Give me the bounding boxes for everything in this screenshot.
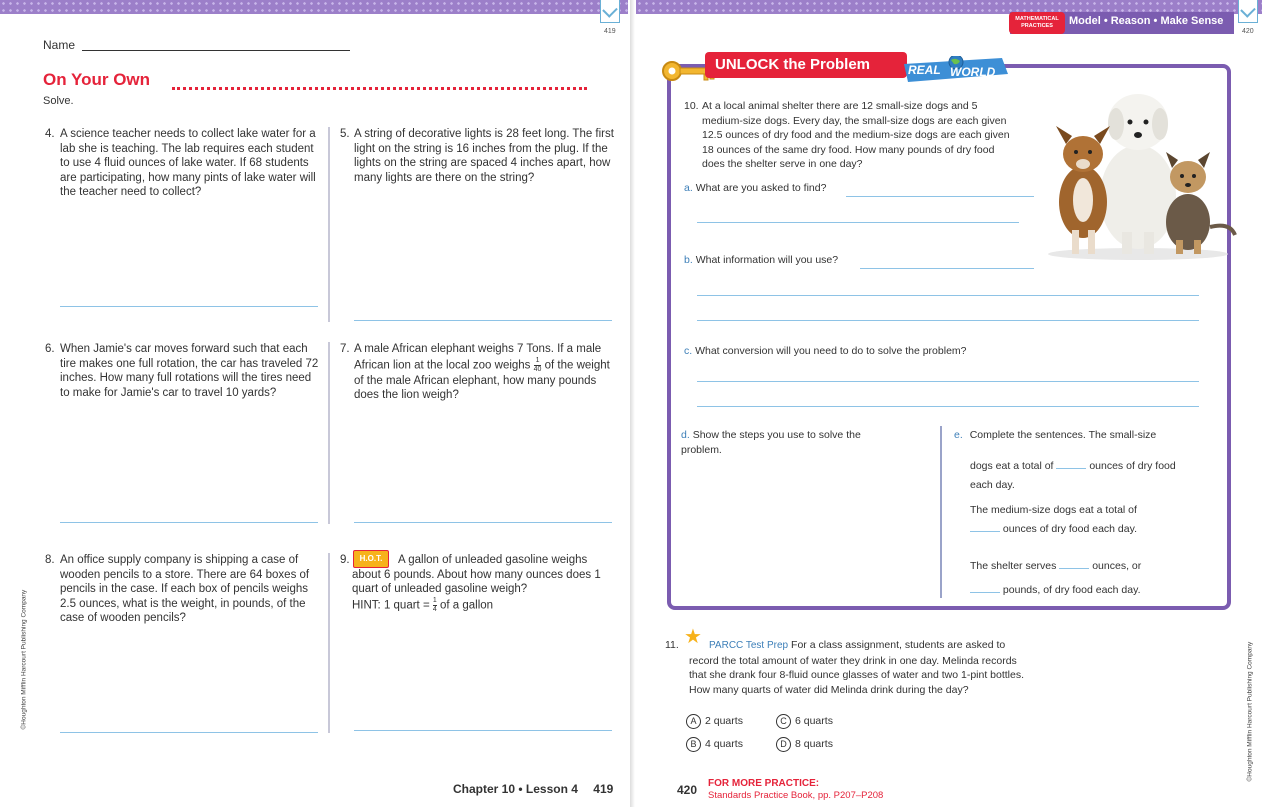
practice-book-ref[interactable]: Standards Practice Book, pp. P207–P208 bbox=[708, 790, 884, 801]
instructions: Solve. bbox=[43, 95, 74, 107]
problem-6: 6. When Jamie's car moves forward such that each tire makes one full rotation, the car has traveled 72 inches. How many full rotations will the tires need to make for Jamie's car to travel 10 yards? bbox=[45, 343, 319, 399]
star-icon: ★ bbox=[684, 626, 702, 648]
sentence-1: dogs eat a total of ounces of dry food each day. bbox=[970, 460, 1176, 491]
answer-line-b[interactable] bbox=[860, 268, 1034, 269]
chapter-lesson: Chapter 10 • Lesson 4 bbox=[453, 782, 578, 796]
answer-line-5[interactable] bbox=[354, 320, 612, 321]
answer-line-c[interactable] bbox=[697, 381, 1199, 382]
answer-line-7[interactable] bbox=[354, 522, 612, 523]
answer-line-a2[interactable] bbox=[697, 222, 1019, 223]
problem-8: 8. An office supply company is shipping a case of wooden pencils to a store. There are 64 boxes of pencils in the case. If each box of pencils weighs 2.5 ounces, what is the weight, in pounds, of the case of wooden pencils? bbox=[45, 554, 310, 624]
answer-line-8[interactable] bbox=[60, 732, 318, 733]
real-world-badge: REAL WORLD bbox=[902, 56, 1010, 84]
dogs-photo bbox=[1038, 82, 1238, 262]
fraction: $\frac{1}{4}$ bbox=[432, 596, 437, 613]
page-gutter bbox=[630, 0, 635, 807]
question-c: c. What conversion will you need to do to solve the problem? bbox=[684, 345, 967, 357]
problem-11: 11. ★ PARCC Test Prep For a class assignment, students are asked to record the total amount of water they drink in one day. Melinda records that she drank four 8-fluid ounce glasses of water and two 1-pint bottles. How many quarts of water did Melinda drink during the day? bbox=[665, 626, 1025, 696]
option-b[interactable]: B 4 quarts bbox=[686, 737, 776, 752]
practices-text: Model • Reason • Make Sense bbox=[1069, 15, 1224, 27]
title-dotted-rule bbox=[172, 73, 587, 90]
column-divider bbox=[328, 553, 330, 733]
name-label: Name bbox=[43, 38, 76, 52]
left-top-band bbox=[0, 0, 628, 14]
sentence-3: The shelter serves ounces, or pounds, of dry food each day. bbox=[970, 560, 1142, 596]
practices-badge-icon: MATHEMATICAL PRACTICES bbox=[1009, 12, 1065, 34]
name-field[interactable] bbox=[43, 38, 350, 52]
answer-line-a[interactable] bbox=[846, 196, 1034, 197]
question-a: a. What are you asked to find? bbox=[684, 182, 827, 194]
more-practice-label: FOR MORE PRACTICE: bbox=[708, 778, 820, 789]
problem-4: 4. A science teacher needs to collect lake water for a lab she is teaching. The lab requires each student to use 4 fluid ounces of lake water. If 68 students are participating, how many pints of lake water will the teacher need to collect? bbox=[45, 128, 316, 198]
right-copyright: ©Houghton Mifflin Harcourt Publishing Company bbox=[1246, 641, 1254, 782]
problem-7: 7. A male African elephant weighs 7 Tons. If a male African lion at the local zoo weighs $\frac{1}{40}$ of the weight of the male African elephant, how many pounds does the lion weigh? bbox=[340, 343, 610, 401]
column-divider bbox=[328, 127, 330, 322]
sentence-2: The medium-size dogs eat a total of ounces of dry food each day. bbox=[970, 504, 1137, 535]
unlock-banner: UNLOCK the Problem bbox=[705, 52, 907, 78]
bookmark-icon[interactable] bbox=[1238, 0, 1258, 23]
d-e-divider bbox=[940, 426, 942, 598]
hot-badge-icon: H.O.T. bbox=[353, 550, 389, 568]
option-c[interactable]: C 6 quarts bbox=[776, 714, 866, 729]
answer-line-4[interactable] bbox=[60, 306, 318, 307]
question-e: e. Complete the sentences. The small-size bbox=[954, 429, 1157, 441]
name-line bbox=[82, 50, 350, 51]
left-top-page-number: 419 bbox=[604, 28, 616, 35]
left-page-number: 419 bbox=[593, 782, 614, 796]
blank-3[interactable] bbox=[1059, 568, 1089, 569]
right-page-number: 420 bbox=[677, 783, 698, 797]
fraction: $\frac{1}{40}$ bbox=[533, 356, 542, 373]
problem-9: 9. H.O.T. A gallon of unleaded gasoline weighs about 6 pounds. About how many ounces does 1 quart of unleaded gasoline weigh? HINT: 1 quart = $\frac{1}{4}$ of a gallon bbox=[340, 553, 610, 614]
blank-1[interactable] bbox=[1056, 468, 1086, 469]
problem-10: 10. At a local animal shelter there are 12 small-size dogs and 5 medium-size dogs. Every day, the small-size dogs are each given 12.5 ounces of dry food and the medium-size dogs are each given 18 ounces of the same dry food. How many pounds of dry food does the shelter serve in one day? bbox=[684, 100, 1010, 170]
left-footer bbox=[453, 782, 613, 796]
answer-line-b3[interactable] bbox=[697, 320, 1199, 321]
question-d: d. Show the steps you use to solve the problem. bbox=[681, 429, 861, 456]
question-b: b. What information will you use? bbox=[684, 254, 839, 266]
answer-line-c2[interactable] bbox=[697, 406, 1199, 407]
problem-5: 5. A string of decorative lights is 28 feet long. The first light on the string is 16 inches from the plug. If the lights on the string are spaced 4 inches apart, how many lights are there on the string? bbox=[340, 128, 614, 184]
answer-line-9[interactable] bbox=[354, 730, 612, 731]
column-divider bbox=[328, 342, 330, 524]
option-d[interactable]: D 8 quarts bbox=[776, 737, 866, 752]
bookmark-icon[interactable] bbox=[600, 0, 620, 23]
answer-options bbox=[686, 714, 886, 752]
answer-line-6[interactable] bbox=[60, 522, 318, 523]
left-copyright: ©Houghton Mifflin Harcourt Publishing Company bbox=[20, 589, 28, 730]
blank-2[interactable] bbox=[970, 531, 1000, 532]
option-a[interactable]: A 2 quarts bbox=[686, 714, 776, 729]
answer-line-b2[interactable] bbox=[697, 295, 1199, 296]
right-top-page-number: 420 bbox=[1242, 28, 1254, 35]
section-title: On Your Own bbox=[43, 70, 151, 89]
blank-4[interactable] bbox=[970, 592, 1000, 593]
